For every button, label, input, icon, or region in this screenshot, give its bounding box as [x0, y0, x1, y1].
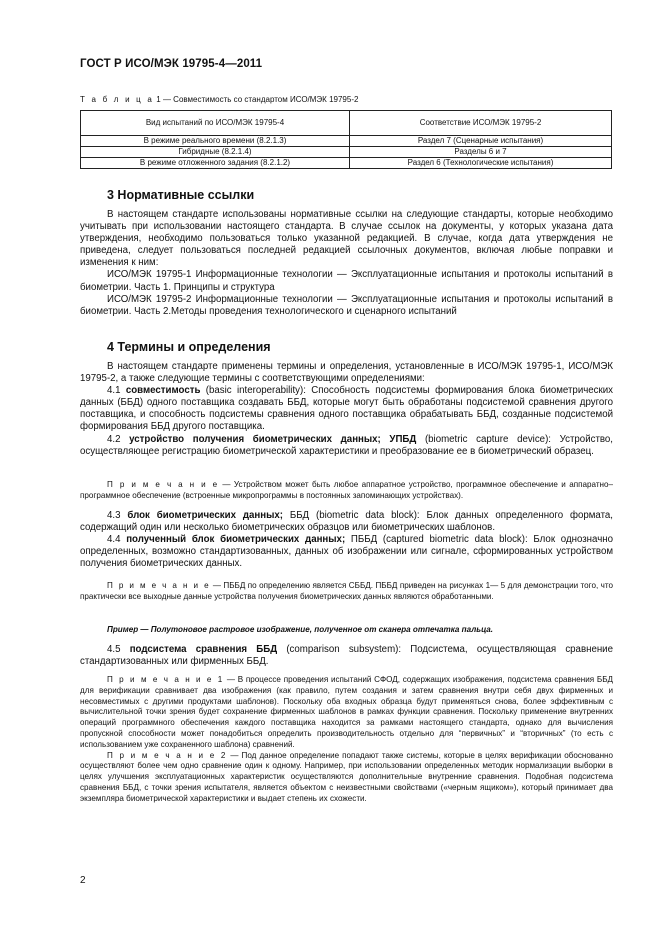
- table-header-cell: Вид испытаний по ИСО/МЭК 19795-4: [81, 111, 350, 136]
- section-3-reference: ИСО/МЭК 19795-1 Информационные технологии — Эксплуатационные испытания и протоколы испытаний в биометрии. Часть 1. Принципы и структура: [80, 269, 613, 293]
- term-number: 4.1: [107, 385, 121, 397]
- table-caption-label: Т а б л и ц а: [80, 95, 155, 104]
- table-cell: В режиме реального времени (8.2.1.3): [81, 136, 350, 147]
- table-cell: Разделы 6 и 7: [350, 147, 612, 158]
- note-4-5-1: [80, 675, 613, 751]
- term-number: 4.3: [107, 510, 121, 521]
- term-4-1: [80, 385, 613, 433]
- section-3-heading: 3 Нормативные ссылки: [107, 188, 255, 202]
- section-4-intro: В настоящем стандарте применены термины и определения, установленные в ИСО/МЭК 19795-1, ИСО/МЭК 19795-2, а также следующие термины с соответствующими определениями:: [80, 361, 613, 385]
- term-4-3: [80, 510, 613, 534]
- compatibility-table: [80, 110, 612, 169]
- table-cell: Гибридные (8.2.1.4): [81, 147, 350, 158]
- term-4-4: [80, 534, 613, 570]
- note-4-2: [80, 480, 613, 502]
- table-row: [81, 158, 612, 169]
- term-number: 4.2: [107, 433, 121, 445]
- section-3-body: [80, 209, 613, 318]
- term-number: 4.5: [107, 644, 121, 655]
- term-definition: ПББД (captured biometric data block): Блок однозначно определенных, возможно стандартизованных, данных об изображении или сигнале, сформированных устройством получения биометрических данных.: [80, 534, 613, 570]
- note-text: — В процессе проведения испытаний СФОД, содержащих изображения, подсистема сравнения ББД для верификации сравнивает два изображения (как правило, путем создания и затем сравнения внутри себя двух фирменных и несовместимых с другими продуктами шаблонов). Поскольку оба входных образца будут применяться снова, более эффективным с вычислительной точки зрения будет сохранение фирменных шаблонов в рамках функции сравнения. Поскольку применение внутренних операций программного обеспечения каждого поставщика находится за рамками настоящего стандарта, однако для вычисления пропускной способности может понадобиться определить производительность отдельно для “первичных” и “вторичных” (то есть с использованием уже сохраненного шаблона) сравнений.: [80, 675, 613, 749]
- term-4-5: [80, 644, 613, 668]
- example-text: Пример — Полутоновое растровое изображение, полученное от сканера отпечатка пальца.: [107, 625, 493, 634]
- table-header-row: [81, 111, 612, 136]
- note-label: П р и м е ч а н и е 2: [107, 750, 228, 760]
- term-definition: (basic interoperability): Способность подсистемы формирования блока биометрических данных (ББД) одного поставщика создавать ББД, которые могут быть обработаны подсистемой сравнения другого поставщика, и способность подсистемы сравнения одного поставщика обрабатывать ББД, созданные подсистемой формирования ББД другого поставщика.: [80, 385, 614, 433]
- document-title: ГОСТ Р ИСО/МЭК 19795-4—2011: [80, 58, 263, 70]
- term-title: блок биометрических данных;: [127, 510, 283, 521]
- note-text: — Под данное определение попадают также системы, которые в целях верификации обоснованно осуществляют более чем одно сравнение один к одному. Например, при использовании определенных методик нормализации выборки в целях улучшения эксплуатационных характеристик осуществляются дополнительные внутренние сравнения. Подобная подсистема сравнения ББД, с точки зрения испытателя, является объектом с неизвестными свойствами («черным ящиком»), который принимает два экземпляра биометрической характеристики и выдает степень их схожести.: [80, 750, 614, 803]
- section-3-paragraph: В настоящем стандарте использованы нормативные ссылки на следующие стандарты, которые необходимо учитывать при использовании настоящего стандарта. В случае ссылок на документы, у которых указана дата утверждения, необходимо пользоваться только указанной редакцией. В случае, когда дата утверждения не приведена, следует пользоваться последней редакцией ссылочных документов, включая любые поправки и изменения к ним:: [80, 209, 613, 269]
- term-definition: ББД (biometric data block): Блок данных определенного формата, содержащий один или несколько биометрических образцов или биометрических шаблонов.: [80, 510, 613, 534]
- term-definition: (comparison subsystem): Подсистема, осуществляющая сравнение стандартизованных или фирменных ББД.: [80, 644, 613, 668]
- term-title: полученный блок биометрических данных;: [126, 534, 346, 546]
- term-title: совместимость: [125, 385, 201, 397]
- note-text: — ПББД по определению является СББД. ПББД приведен на рисунках 1— 5 для демонстрации того, что практически все выходные данные устройства получения биометрических данных являются обработанными.: [80, 581, 613, 601]
- note-text: — Устройством может быть любое аппаратное устройство, программное обеспечение и аппаратно–программное обеспечение (встроенные микропрограммы в постоянных запоминающих устройствах).: [80, 480, 614, 500]
- section-4-body: [80, 361, 613, 458]
- section-4-heading: 4 Термины и определения: [107, 340, 271, 354]
- table-cell: В режиме отложенного задания (8.2.1.2): [81, 158, 350, 169]
- note-label: П р и м е ч а н и е 1: [107, 675, 225, 684]
- table-caption-text: 1 — Совместимость со стандартом ИСО/МЭК 19795-2: [156, 95, 359, 104]
- term-4-5-block: [80, 644, 613, 668]
- table-cell: Раздел 6 (Технологические испытания): [350, 158, 612, 169]
- term-4-2: [80, 434, 613, 458]
- note-4-5-2: [80, 751, 613, 805]
- note-label: П р и м е ч а н и е: [107, 480, 219, 489]
- notes-4-5: [80, 675, 613, 805]
- table-caption: [80, 95, 358, 104]
- table-cell: Раздел 7 (Сценарные испытания): [350, 136, 612, 147]
- terms-4-3-4-4: [80, 510, 613, 570]
- note-label: П р и м е ч а н и е: [107, 581, 211, 590]
- section-3-reference: ИСО/МЭК 19795-2 Информационные технологии — Эксплуатационные испытания и протоколы испытаний в биометрии. Часть 2.Методы проведения технологического и сценарного испытаний: [80, 293, 613, 317]
- table-header-cell: Соответствие ИСО/МЭК 19795-2: [350, 111, 612, 136]
- note-4-4: [80, 581, 613, 603]
- page-number: 2: [80, 875, 86, 886]
- term-title: подсистема сравнения ББД: [129, 644, 278, 655]
- term-number: 4.4: [107, 534, 121, 546]
- table-row: [81, 136, 612, 147]
- term-title: устройство получения биометрических данных; УПБД: [129, 433, 417, 445]
- term-definition: (biometric capture device): Устройство, осуществляющее регистрацию биометрической характеристики и преобразование ее в биометрический образец.: [80, 433, 613, 457]
- table-row: [81, 147, 612, 158]
